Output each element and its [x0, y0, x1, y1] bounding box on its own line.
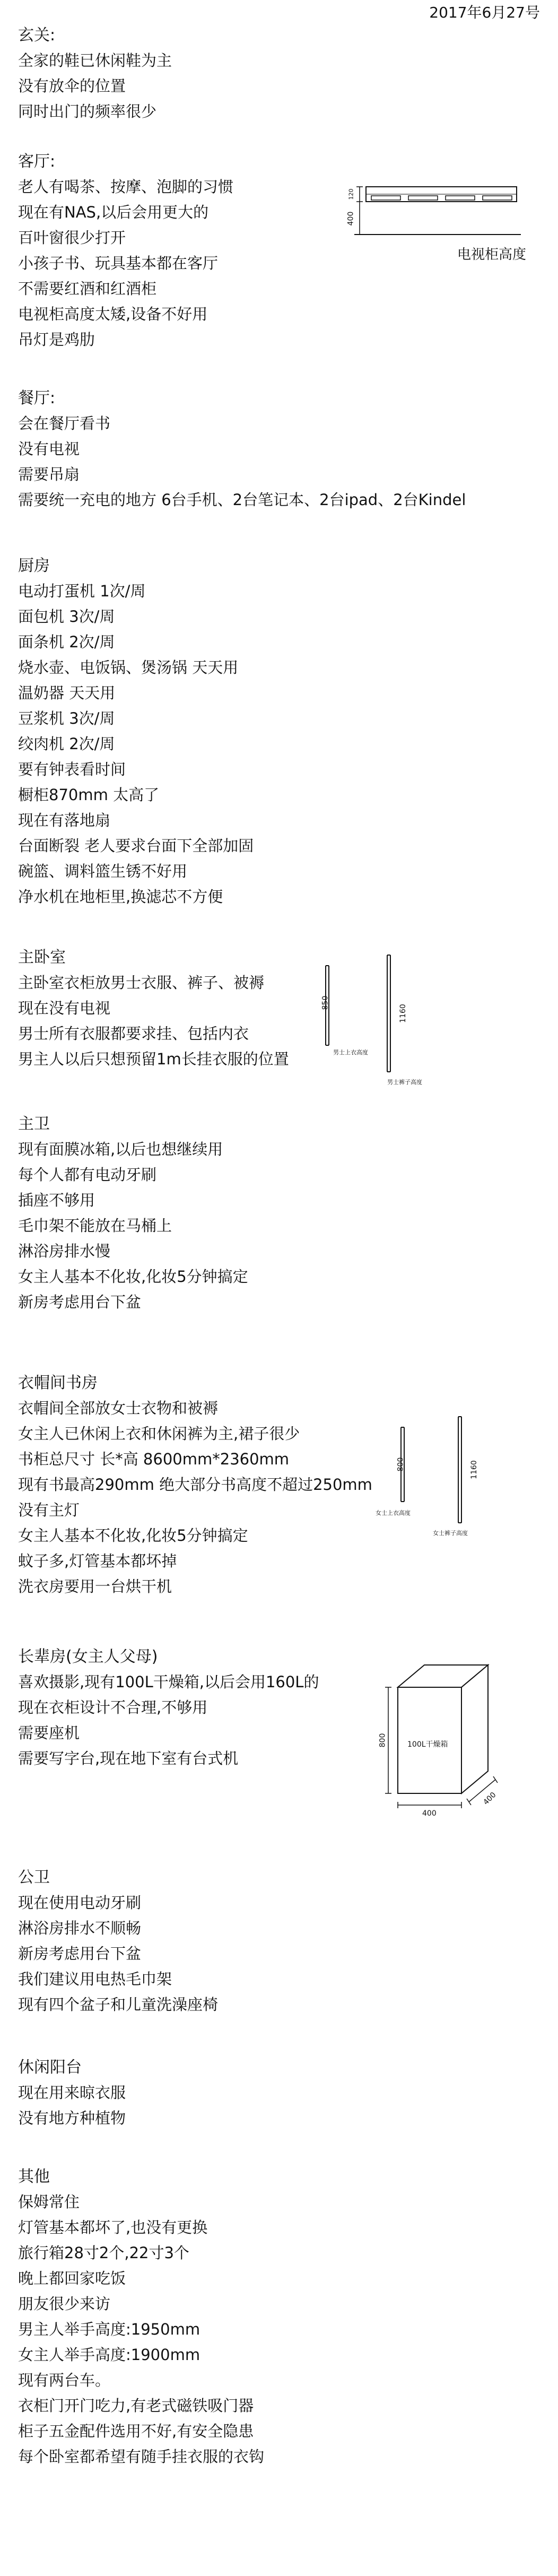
tv-cabinet-drawing [346, 175, 537, 271]
section-public-bathroom [18, 1866, 336, 2017]
note-line: 衣柜门开门吃力,有老式磁铁吸门器 [18, 2397, 254, 2415]
note-line: 电动打蛋机 1次/周 [18, 582, 146, 600]
note-line: 现在有NAS,以后会用更大的 [18, 203, 209, 221]
section-title: 玄关: [18, 26, 56, 45]
note-line: 淋浴房排水不顺畅 [18, 1919, 142, 1937]
note-line: 不需要红酒和红酒柜 [18, 280, 157, 298]
section-title: 主卫 [18, 1115, 50, 1133]
note-line: 面包机 3次/周 [18, 608, 115, 626]
closet-caption-right: 女士裤子高度 [433, 1530, 468, 1537]
note-line: 保姆常住 [18, 2193, 80, 2211]
note-line: 每个卧室都希望有随手挂衣服的衣钩 [18, 2448, 265, 2466]
section-title: 厨房 [18, 557, 50, 575]
section-title: 其他 [18, 2167, 50, 2186]
section-kitchen [18, 554, 336, 909]
note-line: 柜子五金配件选用不好,有安全隐患 [18, 2422, 254, 2440]
note-line: 全家的鞋已休闲鞋为主 [18, 51, 172, 70]
note-line: 灯管基本都坏了,也没有更换 [18, 2218, 208, 2236]
note-line: 吊灯是鸡肋 [18, 331, 95, 349]
cabinet-dim-width: 400 [422, 1809, 437, 1818]
note-line: 会在餐厅看书 [18, 414, 111, 432]
note-line: 旅行箱28寸2个,22寸3个 [18, 2244, 189, 2262]
note-line: 需要写字台,现在地下室有台式机 [18, 1749, 239, 1767]
note-line: 我们建议用电热毛巾架 [18, 1970, 172, 1988]
note-line: 豆浆机 3次/周 [18, 709, 115, 727]
cabinet-label: 100L干燥箱 [407, 1740, 448, 1749]
note-line: 女主人基本不化妆,化妆5分钟搞定 [18, 1526, 248, 1545]
section-living-room [18, 150, 336, 352]
note-line: 新房考虑用台下盆 [18, 1293, 142, 1311]
note-line: 朋友很少来访 [18, 2295, 111, 2313]
note-line: 主卧室衣柜放男士衣服、裤子、被褥 [18, 974, 265, 992]
note-line: 没有放伞的位置 [18, 77, 126, 95]
master-dim-right: 1160 [398, 1004, 407, 1023]
note-line: 烧水壶、电饭锅、煲汤锅 天天用 [18, 658, 239, 676]
note-line: 橱柜870mm 太高了 [18, 786, 160, 804]
section-balcony [18, 2055, 336, 2131]
closet-dim-left: 800 [396, 1457, 405, 1472]
note-line: 没有电视 [18, 440, 80, 458]
tv-caption: 电视柜高度 [457, 247, 527, 263]
note-line: 面条机 2次/周 [18, 633, 115, 651]
section-other [18, 2165, 336, 2469]
note-line: 喜欢摄影,现有100L干燥箱,以后会用160L的 [18, 1673, 319, 1691]
section-title: 休闲阳台 [18, 2058, 82, 2077]
master-dim-left: 850 [321, 995, 330, 1010]
note-line: 碗篮、调料篮生锈不好用 [18, 862, 188, 880]
note-line: 女主人基本不化妆,化妆5分钟搞定 [18, 1268, 248, 1286]
tv-dim-top: 120 [347, 188, 355, 200]
note-line: 男主人以后只想预留1m长挂衣服的位置 [18, 1050, 289, 1068]
note-line: 每个人都有电动牙刷 [18, 1166, 157, 1184]
note-line: 现在使用电动牙刷 [18, 1894, 142, 1912]
section-title: 主卧室 [18, 948, 66, 967]
note-line: 现有两台车。 [18, 2371, 111, 2389]
section-master-bathroom [18, 1112, 336, 1315]
tv-dim-height: 400 [346, 211, 355, 226]
section-master-bedroom [18, 946, 336, 1072]
note-line: 洗衣房要用一台烘干机 [18, 1577, 172, 1595]
section-entrance [18, 23, 336, 124]
section-title: 衣帽间书房 [18, 1374, 98, 1392]
note-line: 男士所有衣服都要求挂、包括内衣 [18, 1025, 249, 1043]
note-line: 小孩子书、玩具基本都在客厅 [18, 254, 219, 272]
note-line: 插座不够用 [18, 1191, 95, 1209]
section-elders-room [18, 1645, 336, 1771]
closet-dim-right: 1160 [469, 1460, 478, 1479]
note-line: 毛巾架不能放在马桶上 [18, 1217, 172, 1235]
note-line: 男主人举手高度:1950mm [18, 2320, 200, 2338]
note-line: 淋浴房排水慢 [18, 1242, 111, 1260]
section-title: 长辈房(女主人父母) [18, 1647, 158, 1666]
note-line: 书柜总尺寸 长*高 8600mm*2360mm [18, 1450, 290, 1468]
note-line: 蚊子多,灯管基本都坏掉 [18, 1552, 177, 1570]
master-caption-right: 男士裤子高度 [387, 1079, 422, 1086]
section-cloakroom-study [18, 1371, 372, 1599]
note-line: 绞肉机 2次/周 [18, 735, 115, 753]
section-title: 公卫 [18, 1868, 50, 1887]
note-line: 衣帽间全部放女士衣物和被褥 [18, 1399, 219, 1417]
note-line: 现有面膜冰箱,以后也想继续用 [18, 1140, 223, 1158]
note-line: 要有钟表看时间 [18, 760, 126, 778]
master-hanging-drawing [308, 950, 424, 1104]
section-title: 客厅: [18, 152, 56, 171]
document-date: 2017年6月27号 [429, 4, 540, 21]
note-line: 现在用来晾衣服 [18, 2084, 126, 2102]
note-line: 同时出门的频率很少 [18, 102, 157, 120]
note-line: 现在衣柜设计不合理,不够用 [18, 1698, 208, 1716]
note-line: 女主人已休闲上衣和休闲裤为主,裙子很少 [18, 1425, 300, 1443]
note-line: 新房考虑用台下盆 [18, 1945, 142, 1963]
cabinet-dim-height: 800 [378, 1733, 387, 1748]
note-line: 没有主灯 [18, 1501, 80, 1519]
section-title: 餐厅: [18, 389, 56, 407]
note-line: 需要座机 [18, 1724, 80, 1742]
note-line: 温奶器 天天用 [18, 684, 116, 702]
note-line: 净水机在地柜里,换滤芯不方便 [18, 888, 223, 906]
note-line: 现在有落地扇 [18, 811, 111, 829]
note-line: 老人有喝茶、按摩、泡脚的习惯 [18, 178, 234, 196]
closet-hanging-drawing [371, 1406, 541, 1555]
note-line: 没有地方种植物 [18, 2109, 126, 2127]
note-line: 台面断裂 老人要求台面下全部加固 [18, 837, 254, 855]
master-caption-left: 男士上衣高度 [333, 1049, 368, 1056]
note-line: 需要吊扇 [18, 465, 80, 483]
note-line: 电视柜高度太矮,设备不好用 [18, 305, 208, 323]
note-line: 女主人举手高度:1900mm [18, 2346, 200, 2364]
section-dining-room [18, 386, 466, 513]
dry-cabinet-drawing [361, 1655, 520, 1831]
tv-cabinet-elevation [346, 175, 537, 239]
note-line: 现在没有电视 [18, 999, 111, 1017]
closet-caption-left: 女士上衣高度 [376, 1510, 411, 1516]
cabinet-dim-depth: 400 [482, 1790, 498, 1807]
note-line: 晚上都回家吃饭 [18, 2269, 126, 2287]
note-line: 百叶窗很少打开 [18, 229, 126, 247]
note-line: 现有书最高290mm 绝大部分书高度不超过250mm [18, 1476, 372, 1494]
note-line: 现有四个盆子和儿童洗澡座椅 [18, 1996, 219, 2014]
note-line: 需要统一充电的地方 6台手机、2台笔记本、2台ipad、2台Kindel [18, 491, 466, 509]
